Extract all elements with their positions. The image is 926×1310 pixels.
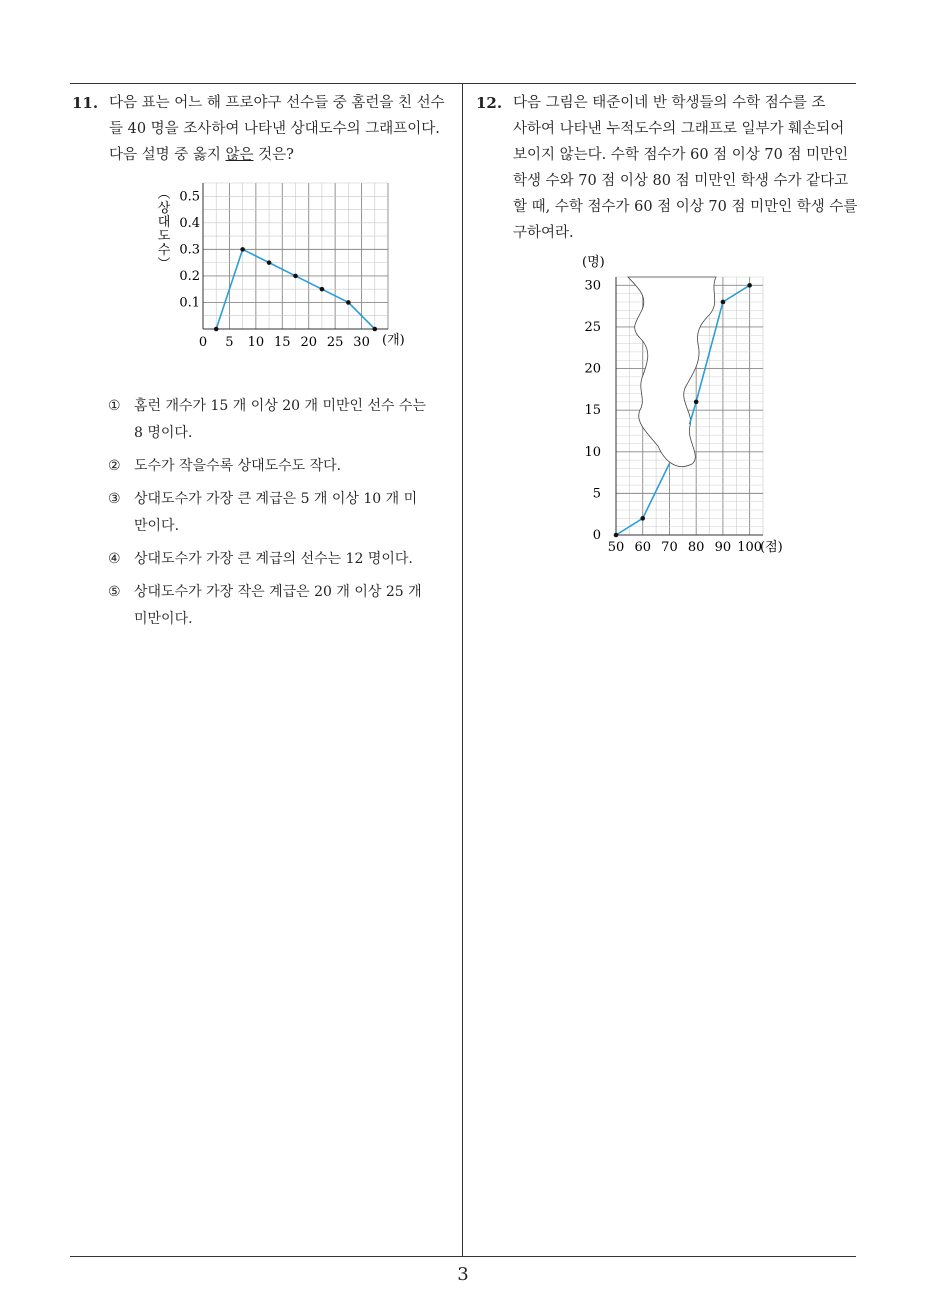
y-tick-label: 0.3 [179,242,200,258]
choice-line: 8 명이다. [134,425,193,441]
chart-grid [203,183,388,329]
choice-line: 홈런 개수가 15 개 이상 20 개 미만인 선수 수는 [134,398,427,414]
question-number: 11. [72,94,99,112]
question-line: 구하여라. [513,225,574,241]
choice-1[interactable] [108,393,453,447]
data-point [640,516,645,521]
chart-series [614,463,670,537]
top-rule [70,83,856,84]
y-tick-label: 0.5 [179,189,200,205]
choice-mark: ⑤ [108,584,121,600]
y-tick-label: 0 [592,528,601,543]
data-point [267,260,272,265]
choice-line: 상대도수가 가장 큰 계급은 5 개 이상 10 개 미 [134,491,418,507]
choice-mark: ② [108,458,121,474]
question-line: 보이지 않는다. 수학 점수가 60 점 이상 70 점 미만인 [513,147,849,163]
x-axis-label: (개) [382,333,405,348]
y-axis-label-char: 수 [157,243,171,258]
question-line: 들 40 명을 조사하여 나타낸 상대도수의 그래프이다. [109,121,440,137]
choice-3[interactable] [108,486,453,540]
page-number: 3 [457,1264,469,1285]
y-axis-label-char: 대 [157,215,171,230]
data-point [694,400,699,405]
chart-ticks [179,189,370,350]
choice-4[interactable] [108,546,453,573]
choice-line: 상대도수가 가장 작은 계급은 20 개 이상 25 개 [134,584,422,600]
choice-mark: ① [108,398,121,414]
data-point [747,283,752,288]
data-point [614,533,619,538]
question-text [513,90,861,246]
y-axis-label-char: 상 [157,201,171,216]
question-line: 다음 그림은 태준이네 반 학생들의 수학 점수를 조 [513,95,826,111]
y-tick-label: 0.2 [179,268,200,284]
question-line: 학생 수와 70 점 이상 80 점 미만인 학생 수가 같다고 [513,173,849,189]
cumulative-frequency-chart [570,250,800,555]
y-axis-label-char: ︶ [157,257,171,272]
x-tick-label: 25 [326,335,344,350]
x-tick-label: 0 [198,335,208,350]
x-tick-label: 20 [300,335,317,350]
choice-mark: ③ [108,491,121,507]
question-text [109,90,457,168]
x-tick-label: 90 [714,540,732,555]
question-line-part: 것은? [253,147,294,163]
y-axis-label: (명) [582,255,605,270]
question-12 [476,90,861,246]
choice-line: 만이다. [134,518,180,534]
y-tick-label: 30 [584,278,601,294]
x-tick-label: 5 [225,335,234,350]
x-tick-label: 10 [247,335,265,350]
data-point [320,287,325,292]
question-line [109,142,457,168]
x-axis-label: (점) [760,540,783,555]
data-point [240,247,245,252]
data-point [721,300,726,305]
underlined-word: 않은 [225,147,254,163]
y-tick-label: 5 [592,486,601,502]
y-tick-label: 20 [584,361,601,377]
question-line: 사하여 나타낸 누적도수의 그래프로 일부가 훼손되어 [513,121,845,137]
data-point [372,327,377,332]
column-divider [462,83,463,1256]
y-tick-label: 15 [584,403,601,419]
question-line-part: 다음 설명 중 옳지 [109,147,226,163]
bottom-rule [70,1256,856,1257]
x-tick-label: 80 [687,540,705,555]
relative-frequency-chart [150,178,410,358]
x-tick-label: 60 [634,540,652,555]
data-point [293,274,298,279]
question-line: 할 때, 수학 점수가 60 점 이상 70 점 미만인 학생 수를 [513,199,858,215]
x-tick-label: 50 [607,540,625,555]
y-axis-label-char: 도 [157,229,171,244]
choice-line: 도수가 작을수록 상대도수도 작다. [134,458,342,474]
question-number: 12. [476,94,503,112]
x-tick-label: 15 [274,335,291,350]
y-tick-label: 0.4 [179,215,200,231]
y-axis-label [157,187,170,272]
x-tick-label: 70 [661,540,678,555]
data-point [214,327,219,332]
answer-choices [108,393,453,639]
choice-line: 미만이다. [134,611,193,627]
choice-mark: ④ [108,551,121,567]
question-11 [72,90,457,168]
choice-line: 상대도수가 가장 큰 계급의 선수는 12 명이다. [134,551,413,567]
x-tick-label: 100 [737,540,763,555]
data-point [346,300,351,305]
y-tick-label: 10 [584,444,601,460]
y-tick-label: 0.1 [179,295,200,311]
torn-area [628,277,716,467]
question-line: 다음 표는 어느 해 프로야구 선수들 중 홈런을 친 선수 [109,95,445,111]
y-axis-label-char: ︵ [157,187,171,202]
y-tick-label: 25 [584,319,601,335]
choice-2[interactable] [108,453,453,480]
x-tick-label: 30 [353,335,370,350]
choice-5[interactable] [108,579,453,633]
